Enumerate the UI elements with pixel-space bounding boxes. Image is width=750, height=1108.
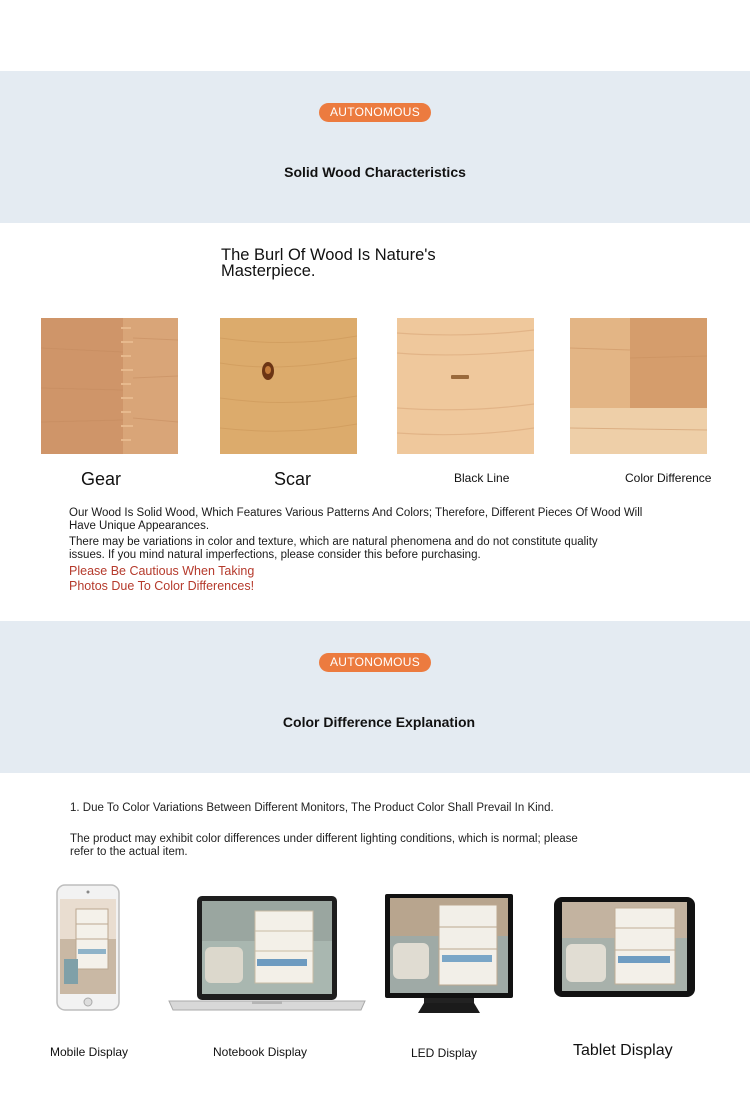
text-line: Please Be Cautious When Taking — [69, 564, 255, 578]
brand-badge: AUTONOMOUS — [319, 103, 431, 122]
sample-label: Color Difference — [625, 471, 712, 485]
section-title: Solid Wood Characteristics — [284, 164, 466, 180]
notebook-device-image — [167, 895, 367, 1012]
wood-disclaimer — [69, 536, 598, 562]
text-line: Our Wood Is Solid Wood, Which Features Various Patterns And Colors; Therefore, Different Pieces Of Wood Will — [69, 507, 643, 519]
led-monitor-device-image — [384, 893, 514, 1015]
text-line: Photos Due To Color Differences! — [69, 579, 255, 593]
text-line: There may be variations in color and texture, which are natural phenomena and do not constitute quality — [69, 536, 598, 548]
headline-line: Masterpiece. — [221, 262, 316, 280]
headline-line: The Burl Of Wood Is Nature's — [221, 246, 436, 264]
display-label: Tablet Display — [573, 1042, 673, 1059]
mobile-device-image — [56, 884, 120, 1011]
section-header-band — [0, 621, 750, 773]
tablet-device-image — [553, 896, 696, 998]
text-line: Have Unique Appearances. — [69, 520, 210, 532]
text-line: The product may exhibit color differences under different lighting conditions, which is normal; please — [70, 833, 578, 845]
wood-sample-color-difference-image — [570, 318, 707, 454]
wood-sample-black-line-image — [397, 318, 534, 454]
section-title: Color Difference Explanation — [282, 714, 476, 730]
section-header-band — [0, 71, 750, 223]
lighting-note — [70, 833, 578, 859]
display-label: Mobile Display — [50, 1045, 129, 1059]
text-line: issues. If you mind natural imperfections, please consider this before purchasing. — [69, 549, 481, 561]
wood-sample-scar-image — [220, 318, 357, 454]
display-label: Notebook Display — [213, 1045, 308, 1059]
brand-badge: AUTONOMOUS — [319, 653, 431, 672]
color-warning — [69, 564, 254, 594]
sample-label: Black Line — [454, 471, 510, 485]
wood-headline — [221, 247, 551, 279]
monitor-note: 1. Due To Color Variations Between Different Monitors, The Product Color Shall Prevail In Kind. — [70, 802, 554, 814]
wood-description — [69, 507, 642, 533]
text-line: refer to the actual item. — [70, 846, 188, 858]
sample-label: Scar — [274, 469, 312, 489]
wood-sample-gear-image — [41, 318, 178, 454]
display-label: LED Display — [411, 1046, 478, 1060]
sample-label: Gear — [81, 469, 122, 489]
